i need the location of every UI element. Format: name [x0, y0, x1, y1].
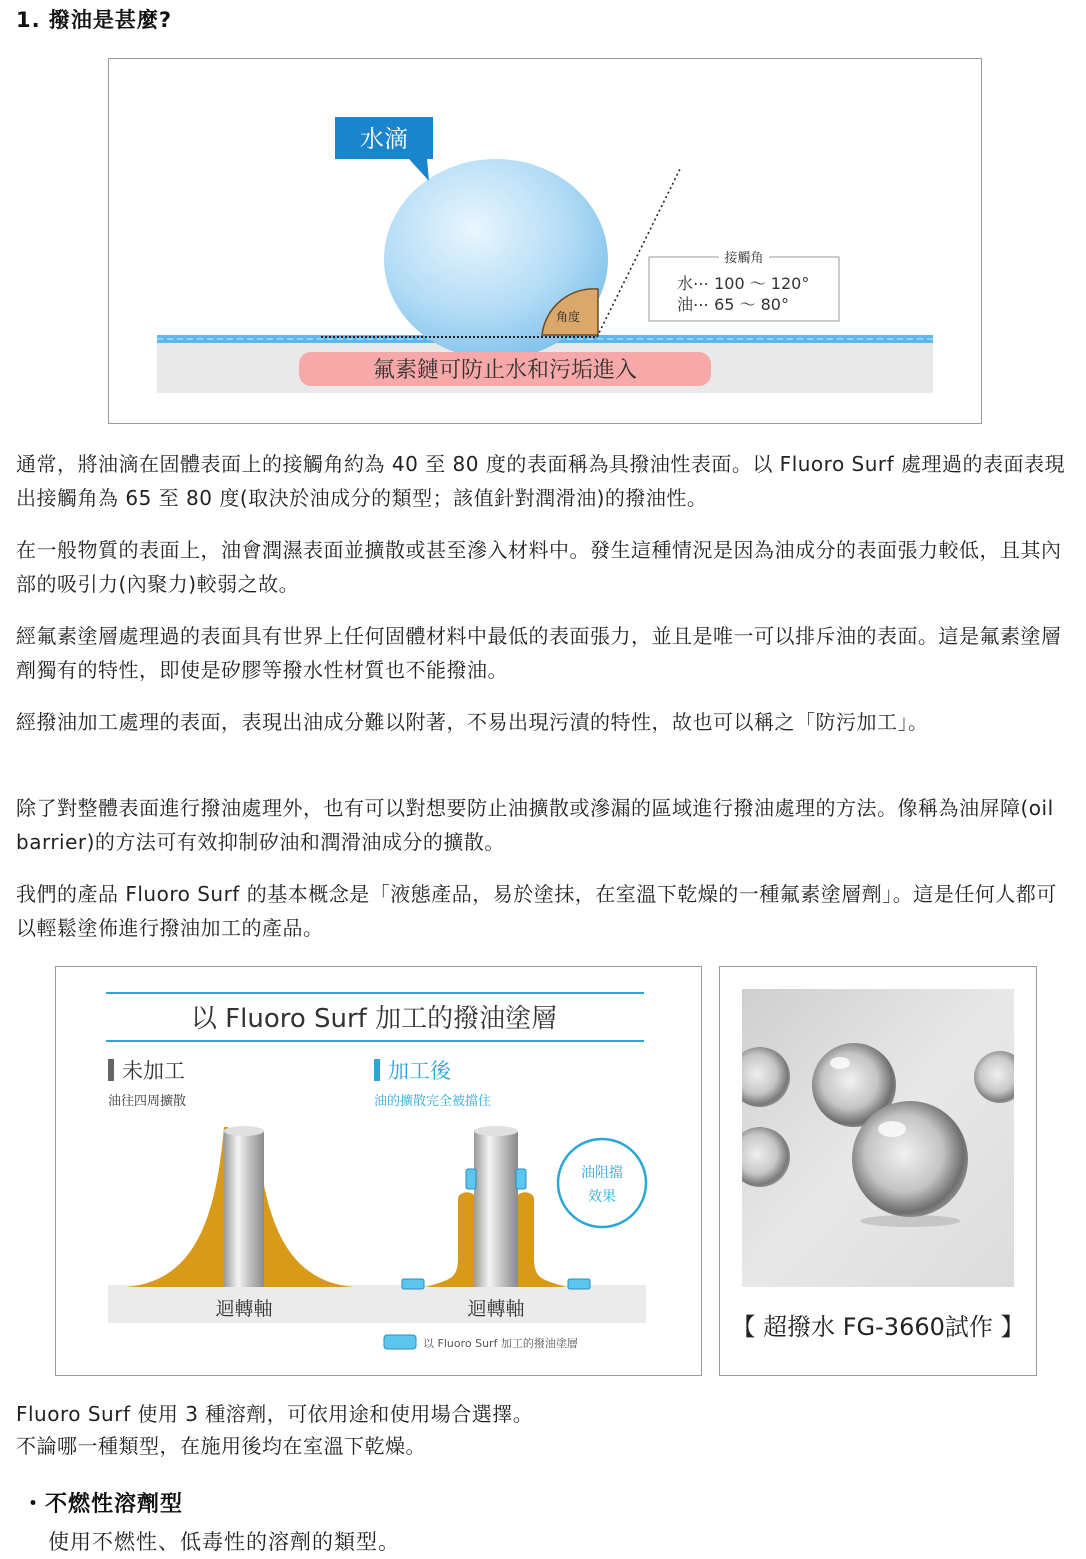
contact-angle-diagram [109, 59, 981, 423]
paragraph-4: 經撥油加工處理的表面，表現出油成分難以附著，不易出現污漬的特性，故也可以稱之「防污加工」。 [16, 710, 929, 734]
figure2-legend: 以 Fluoro Surf 加工的撥油塗層 [423, 1337, 578, 1350]
left-heading: 未加工 [122, 1059, 185, 1083]
right-heading: 加工後 [388, 1059, 451, 1083]
effect-badge-line1: 油阻擋 [581, 1165, 623, 1181]
shaft-untreated [224, 1131, 264, 1287]
left-sub: 油往四周擴散 [108, 1094, 187, 1109]
oil-contained-left [426, 1192, 476, 1287]
legend-water: 水⋯ 100 ～ 120° [677, 274, 810, 293]
bullet-title: ・不燃性溶劑型 [22, 1492, 184, 1517]
effect-badge-line2: 效果 [588, 1189, 616, 1205]
solvent-line-2: 不論哪一種類型，在施用後均在室溫下乾燥。 [16, 1434, 426, 1458]
callout-text: 水滴 [360, 125, 408, 153]
water-drops-photo [742, 989, 1014, 1287]
oil-spread-left [126, 1127, 228, 1287]
water-drops-photo-frame [719, 966, 1037, 1376]
paragraph-1: 通常，將油滴在固體表面上的接觸角約為 40 至 80 度的表面稱為具撥油性表面。以 Fluoro Surf 處理過的表面表現出接觸角為 65 至 80 度(取決於油成分的類型；該值針對潤滑油)的撥油性。 [16, 452, 1066, 510]
axis-left-label: 迴轉軸 [215, 1298, 273, 1320]
right-sub: 油的擴散完全被擋住 [374, 1094, 492, 1109]
legend-oil: 油⋯ 65 ～ 80° [677, 295, 789, 314]
paragraph-5: 除了對整體表面進行撥油處理外，也有可以對想要防止油擴散或滲漏的區域進行撥油處理的方法。像稱為油屏障(oil barrier)的方法可有效抑制矽油和潤滑油成分的擴散。 [16, 796, 1054, 854]
paragraph-3: 經氟素塗層處理過的表面具有世界上任何固體材料中最低的表面張力，並且是唯一可以排斥油的表面。這是氟素塗層劑獨有的特性，即使是矽膠等撥水性材質也不能撥油。 [16, 624, 1062, 682]
legend-title: 接觸角 [724, 251, 764, 266]
section-heading: 1. 撥油是甚麼? [16, 8, 173, 32]
legend-swatch [384, 1335, 416, 1349]
bullet-description: 使用不燃性、低毒性的溶劑的類型。 [48, 1530, 400, 1554]
oil-barrier-figure [55, 966, 702, 1376]
paragraph-6: 我們的產品 Fluoro Surf 的基本概念是「液態產品，易於塗抹，在室溫下乾燥的一種氟素塗層劑」。這是任何人都可以輕鬆塗佈進行撥油加工的產品。 [16, 882, 1057, 940]
oil-barrier-diagram [56, 967, 701, 1375]
contact-angle-figure [108, 58, 982, 424]
solvent-line-1: Fluoro Surf 使用 3 種溶劑，可依用途和使用場合選擇。 [16, 1402, 534, 1426]
figure2-title: 以 Fluoro Surf 加工的撥油塗層 [190, 1004, 558, 1034]
axis-right-label: 迴轉軸 [467, 1298, 525, 1320]
paragraph-2: 在一般物質的表面上，油會潤濕表面並擴散或甚至滲入材料中。發生這種情況是因為油成分的表面張力較低，且其內部的吸引力(內聚力)較弱之故。 [16, 538, 1062, 596]
floor [108, 1285, 646, 1323]
shaft-treated [474, 1131, 518, 1287]
oil-contained-right [516, 1192, 566, 1287]
oil-spread-right [252, 1127, 354, 1287]
banner-text: 氟素鏈可防止水和污垢進入 [372, 358, 638, 383]
effect-badge [558, 1139, 646, 1227]
photo-caption: 【 超撥水 FG-3660試作 】 [731, 1313, 1025, 1341]
angle-label: 角度 [556, 310, 581, 324]
